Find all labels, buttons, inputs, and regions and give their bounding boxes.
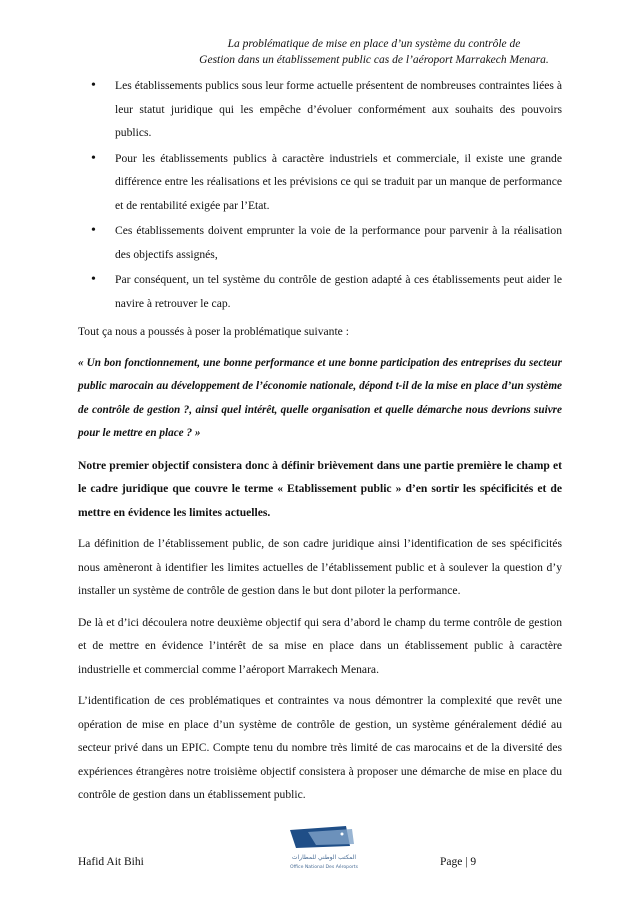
list-item: • Les établissements publics sous leur forme actuelle présentent de nombreuses contraintes liées à leur statut juridique qui les empêche d’évoluer conformément aux souhaits des pouvoirs publics. bbox=[78, 74, 562, 145]
logo-dot bbox=[341, 833, 344, 836]
footer-author: Hafid Ait Bihi bbox=[78, 856, 144, 868]
logo-arabic-text: المكتب الوطني للمطارات bbox=[291, 854, 357, 861]
list-item: • Pour les établissements publics à caractère industriels et commerciale, il existe une grande différence entre les réalisations et les prévisions ce qui se traduit par un manque de performance et de rentabilité exigée par l’Etat. bbox=[78, 147, 562, 218]
onda-logo bbox=[268, 826, 380, 876]
header-line-2: Gestion dans un établissement public cas de l’aéroport Marrakech Menara. bbox=[199, 54, 549, 66]
list-item: • Ces établissements doivent emprunter la voie de la performance pour parvenir à la réalisation des objectifs assignés, bbox=[78, 219, 562, 266]
list-item: • Par conséquent, un tel système du contrôle de gestion adapté à ces établissements peut aider le navire à retrouver le cap. bbox=[78, 268, 562, 315]
first-objective: Notre premier objectif consistera donc à définir brièvement dans une partie première le champ et le cadre juridique que couvre le terme « Etablissement public » d’en sortir les spécificités et de mettre en évidence les limites actuelles. bbox=[78, 458, 562, 519]
intro-paragraph: Tout ça nous a poussés à poser la problématique suivante : bbox=[78, 325, 349, 338]
page-header bbox=[164, 36, 584, 68]
bullet-list bbox=[78, 74, 562, 315]
research-question: « Un bon fonctionnement, une bonne performance et une bonne participation des entreprises du secteur public marocain au développement de l’économie nationale, dépond t-il de la mise en place d’un système de contrôle de gestion ?, ainsi quel intérêt, quelle organisation et quelle démarche nous devrions suivre pour le mettre en place ? » bbox=[78, 356, 562, 439]
paragraph: De là et d’ici découlera notre deuxième objectif qui sera d’abord le champ du terme contrôle de gestion et de mettre en évidence l’intérêt de sa mise en place dans un établissement public à caractère industrielle et commercial comme l’aéroport Marrakech Menara. bbox=[78, 615, 562, 676]
paragraph: L’identification de ces problématiques et contraintes va nous démontrer la complexité que revêt une opération de mise en place d’un système de contrôle de gestion, un système généralement dédié au secteur privé dans un EPIC. Compte tenu du nombre très limité de cas marocains et de la diversité des expériences étrangères notre troisième objectif consistera à proposer une démarche de mise en place du contrôle de gestion dans un établissement public. bbox=[78, 694, 562, 801]
main-content bbox=[78, 74, 562, 815]
header-line-1: La problématique de mise en place d’un système du contrôle de bbox=[227, 38, 521, 50]
logo-french-text: Office National Des Aéroports bbox=[290, 865, 358, 870]
page-number: Page | 9 bbox=[440, 856, 477, 868]
paragraph: La définition de l’établissement public, de son cadre juridique ainsi l’identification de ses spécificités nous amèneront à identifier les limites actuelles de l’établissement public et à soulever la question d’y installer un système de contrôle de gestion dans le but dont piloter la performance. bbox=[78, 537, 562, 597]
